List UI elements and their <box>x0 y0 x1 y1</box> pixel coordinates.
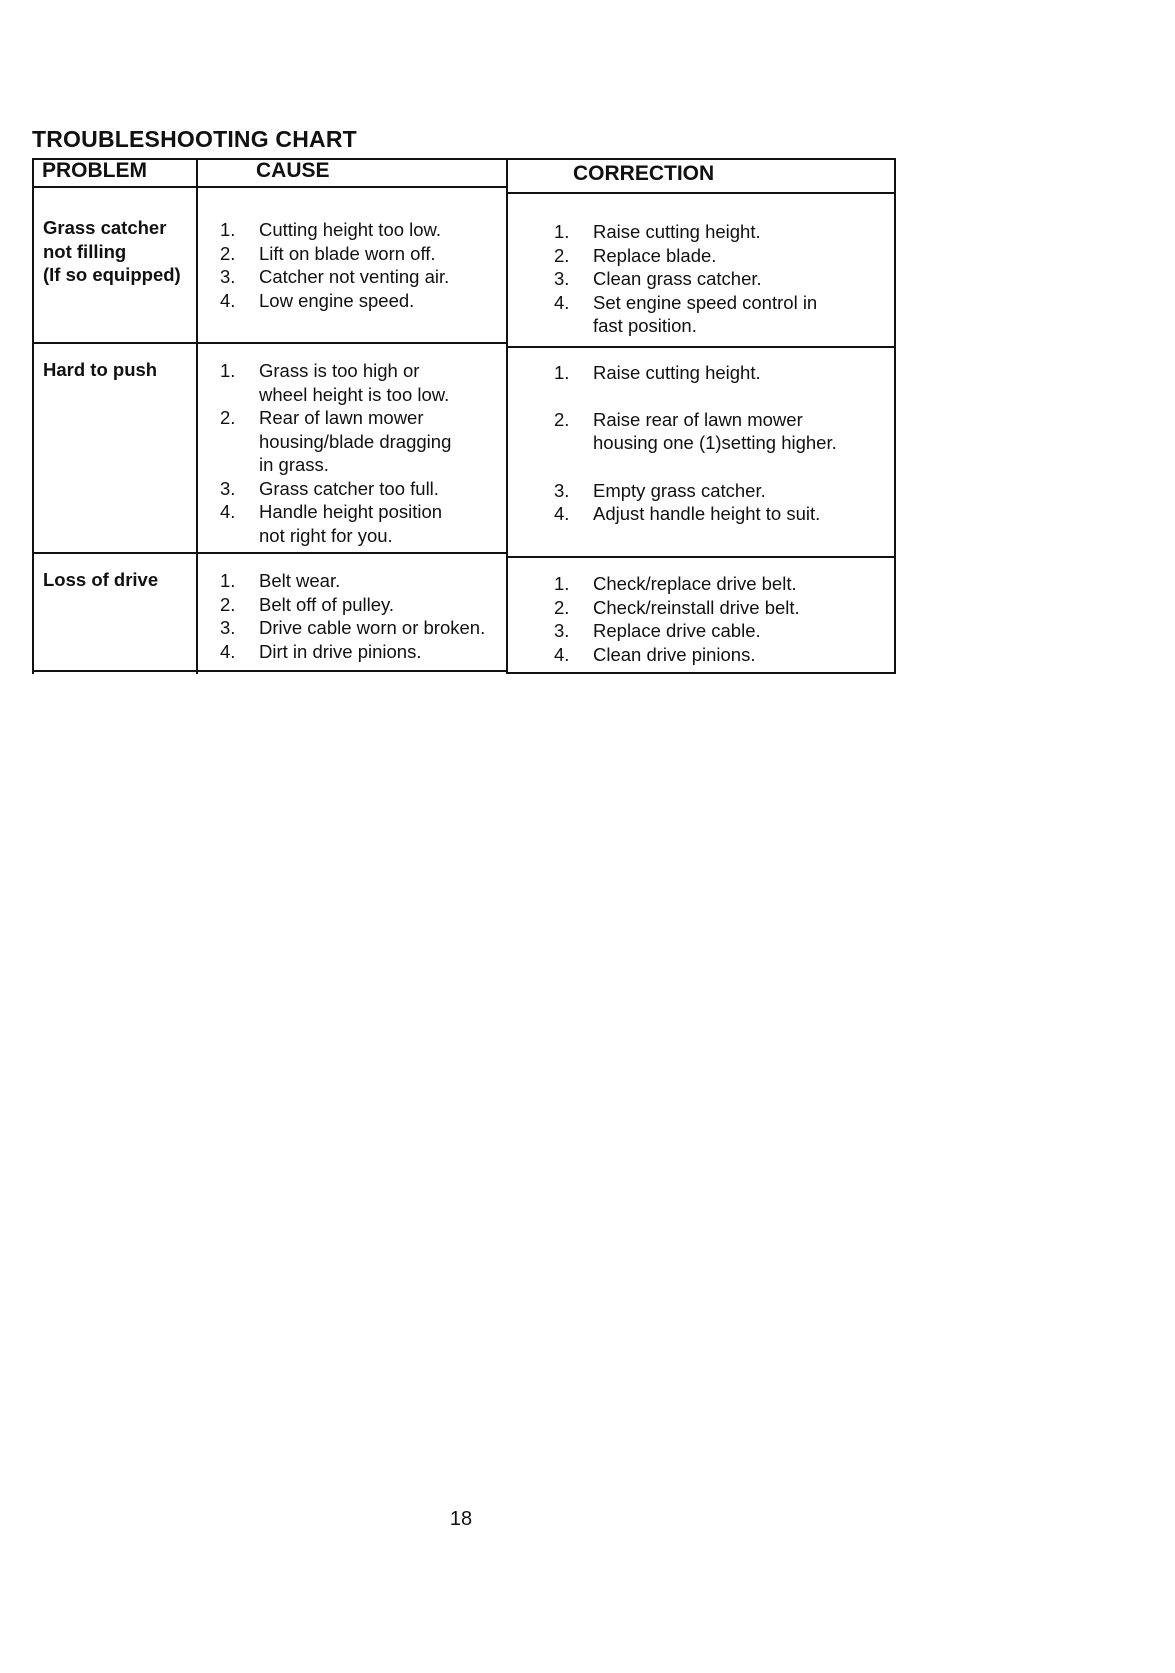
chart-title: TROUBLESHOOTING CHART <box>32 126 357 152</box>
header-problem: PROBLEM <box>42 159 147 182</box>
problem-loss-of-drive: Loss of drive <box>43 569 159 590</box>
list-item: 2. Check/reinstall drive belt. <box>554 596 800 618</box>
list-item: 3. Clean grass catcher. <box>554 268 762 289</box>
troubleshooting-table <box>32 158 896 674</box>
list-item: 4. Clean drive pinions. <box>554 643 756 665</box>
page-number: 18 <box>449 1508 473 1530</box>
list-item: 2. Replace blade. <box>554 244 717 266</box>
correction-list-loss-of-drive <box>554 572 894 666</box>
list-item: 1. Grass is too high or wheel height is too low. <box>220 360 450 405</box>
correction-list-hard-to-push <box>554 361 894 526</box>
table-border-bottom-right <box>506 672 896 674</box>
list-item: 2. Lift on blade worn off. <box>220 242 436 264</box>
correction-list-grass-catcher <box>554 220 894 338</box>
list-item: 4. Low engine speed. <box>220 289 415 311</box>
column-divider-problem-cause <box>196 158 198 674</box>
list-item: 1. Cutting height too low. <box>220 219 442 240</box>
row-divider-1-right <box>506 346 896 348</box>
list-item: 2. Rear of lawn mower housing/blade dragging in grass. <box>220 407 452 475</box>
row-divider-2-left <box>32 552 508 554</box>
cause-list-loss-of-drive <box>220 569 510 663</box>
list-item: 4. Adjust handle height to suit. <box>554 503 821 524</box>
list-item: 2. Belt off of pulley. <box>220 593 395 615</box>
cause-list-grass-catcher <box>220 218 510 312</box>
list-item: 1. Belt wear. <box>220 570 341 591</box>
list-item: 4. Handle height position not right for you. <box>220 501 443 546</box>
row-divider-2-right <box>506 556 896 558</box>
list-item: 1. Raise cutting height. <box>554 362 761 383</box>
header-cause: CAUSE <box>256 159 330 182</box>
list-item: 3. Drive cable worn or broken. <box>220 617 486 638</box>
list-item: 4. Dirt in drive pinions. <box>220 640 422 662</box>
list-item: 3. Replace drive cable. <box>554 620 761 641</box>
list-item: 3. Grass catcher too full. <box>220 477 439 499</box>
list-item: 2. Raise rear of lawn mower housing one (1)setting higher. <box>554 408 837 453</box>
header-divider-correction <box>506 192 896 194</box>
problem-hard-to-push: Hard to push <box>43 359 158 380</box>
list-item: 4. Set engine speed control in fast position. <box>554 291 818 336</box>
problem-grass-catcher: Grass catcher not filling (If so equipped) <box>43 217 181 285</box>
table-border-left <box>32 158 34 674</box>
header-divider-cause <box>196 186 508 188</box>
list-item: 3. Catcher not venting air. <box>220 266 450 287</box>
list-item: 1. Raise cutting height. <box>554 221 761 242</box>
list-item: 3. Empty grass catcher. <box>554 479 766 501</box>
cause-list-hard-to-push <box>220 359 510 547</box>
header-divider-left <box>32 186 198 188</box>
list-item: 1. Check/replace drive belt. <box>554 573 797 594</box>
table-border-right <box>894 158 896 674</box>
table-border-top <box>32 158 896 160</box>
table-border-bottom-left <box>32 670 508 672</box>
header-correction: CORRECTION <box>573 162 715 185</box>
row-divider-1-left <box>32 342 508 344</box>
